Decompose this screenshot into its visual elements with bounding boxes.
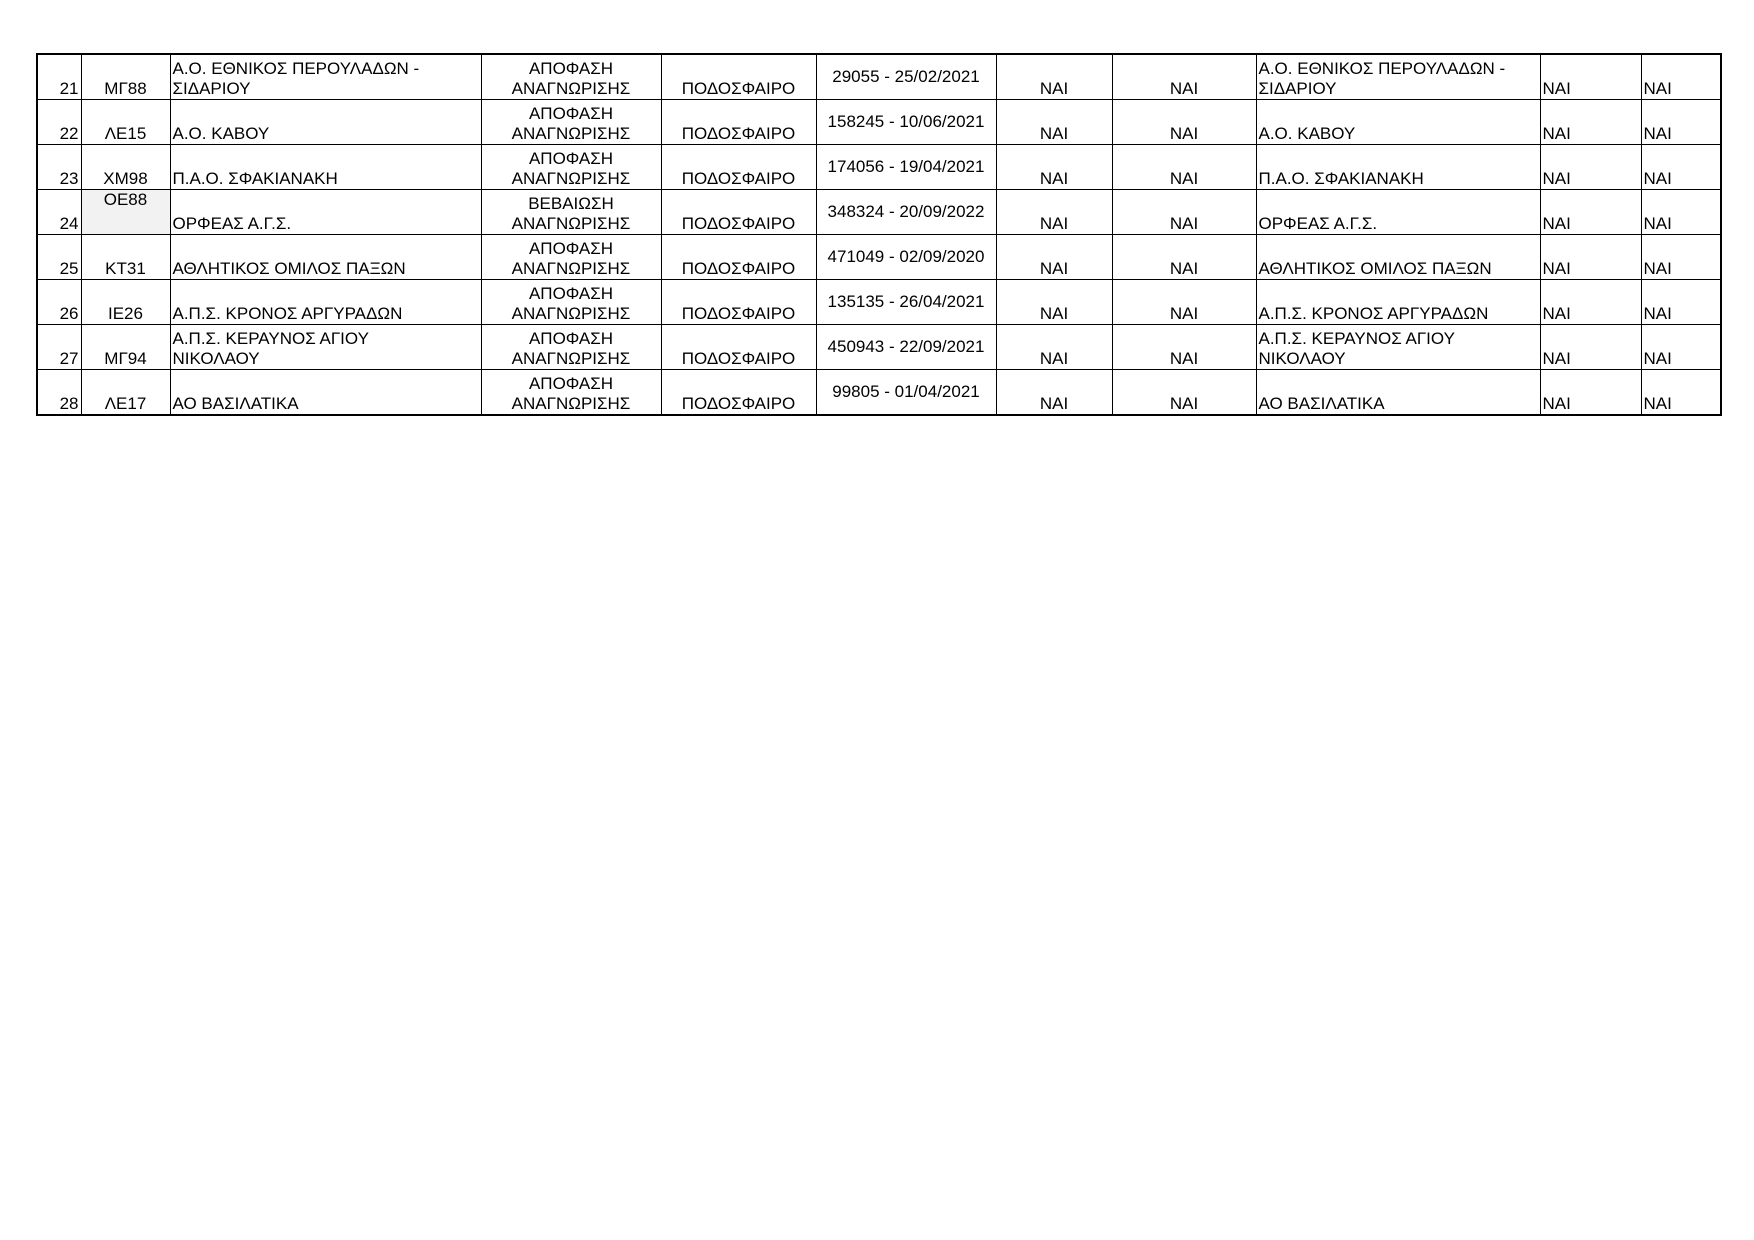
club-name-repeat-line-2: ΑΘΛΗΤΙΚΟΣ ΟΜΙΛΟΣ ΠΑΞΩΝ bbox=[1258, 259, 1492, 278]
document-type bbox=[481, 235, 661, 280]
document-type-line-2: ΑΝΑΓΝΩΡΙΣΗΣ bbox=[511, 259, 631, 278]
yes-flag-4: ΝΑΙ bbox=[1641, 280, 1721, 325]
protocol-number-date: 450943 - 22/09/2021 bbox=[816, 325, 996, 370]
club-name-repeat bbox=[1256, 370, 1540, 416]
document-type-line-2: ΑΝΑΓΝΩΡΙΣΗΣ bbox=[511, 214, 631, 233]
club-name-line-2: Α.Ο. ΚΑΒΟΥ bbox=[172, 124, 270, 143]
club-name-line-1: Α.Ο. ΕΘΝΙΚΟΣ ΠΕΡΟΥΛΑΔΩΝ - bbox=[172, 59, 420, 78]
club-name-repeat bbox=[1256, 280, 1540, 325]
row-number: 25 bbox=[37, 235, 81, 280]
yes-flag-4: ΝΑΙ bbox=[1641, 100, 1721, 145]
sport: ΠΟΔΟΣΦΑΙΡΟ bbox=[661, 145, 816, 190]
sport: ΠΟΔΟΣΦΑΙΡΟ bbox=[661, 100, 816, 145]
row-number: 24 bbox=[37, 190, 81, 235]
document-type bbox=[481, 100, 661, 145]
table-body bbox=[37, 54, 1721, 415]
club-name-repeat bbox=[1256, 145, 1540, 190]
document-type-line-2: ΑΝΑΓΝΩΡΙΣΗΣ bbox=[511, 304, 631, 323]
table-row bbox=[37, 145, 1721, 190]
sport: ΠΟΔΟΣΦΑΙΡΟ bbox=[661, 280, 816, 325]
table-row bbox=[37, 370, 1721, 416]
club-code-text: ΚΤ31 bbox=[105, 259, 146, 278]
club-name-repeat-line-2: ΣΙΔΑΡΙΟΥ bbox=[1258, 79, 1337, 98]
document-type bbox=[481, 54, 661, 100]
club-name-repeat-line-2: Α.Π.Σ. ΚΡΟΝΟΣ ΑΡΓΥΡΑΔΩΝ bbox=[1258, 304, 1489, 323]
yes-flag-4: ΝΑΙ bbox=[1641, 370, 1721, 416]
club-name-repeat-line-1: Α.Π.Σ. ΚΕΡΑΥΝΟΣ ΑΓΙΟΥ bbox=[1258, 329, 1455, 348]
club-name bbox=[170, 54, 481, 100]
club-code bbox=[81, 145, 170, 190]
club-code-text: ΟΕ88 bbox=[103, 190, 148, 209]
table-row bbox=[37, 325, 1721, 370]
document-type bbox=[481, 325, 661, 370]
row-number: 23 bbox=[37, 145, 81, 190]
club-code-text: ΜΓ88 bbox=[104, 79, 147, 98]
protocol-number-date: 471049 - 02/09/2020 bbox=[816, 235, 996, 280]
protocol-number-date: 29055 - 25/02/2021 bbox=[816, 54, 996, 100]
club-name-line-2: Α.Π.Σ. ΚΡΟΝΟΣ ΑΡΓΥΡΑΔΩΝ bbox=[172, 304, 403, 323]
row-number: 26 bbox=[37, 280, 81, 325]
club-name bbox=[170, 235, 481, 280]
yes-flag-3: ΝΑΙ bbox=[1540, 100, 1641, 145]
club-name-line-2: ΟΡΦΕΑΣ Α.Γ.Σ. bbox=[172, 214, 292, 233]
document-type-line-1: ΒΕΒΑΙΩΣΗ bbox=[528, 194, 614, 213]
registry-table bbox=[36, 53, 1722, 416]
club-name-repeat bbox=[1256, 190, 1540, 235]
club-name bbox=[170, 370, 481, 416]
club-name-line-2: ΝΙΚΟΛΑΟΥ bbox=[172, 349, 260, 368]
club-name-repeat-line-2: ΝΙΚΟΛΑΟΥ bbox=[1258, 349, 1346, 368]
club-name-line-2: ΑΟ ΒΑΣΙΛΑΤΙΚΑ bbox=[172, 394, 299, 413]
club-name-repeat bbox=[1256, 100, 1540, 145]
yes-flag-3: ΝΑΙ bbox=[1540, 235, 1641, 280]
yes-flag-2: ΝΑΙ bbox=[1112, 54, 1256, 100]
yes-flag-3: ΝΑΙ bbox=[1540, 280, 1641, 325]
sport: ΠΟΔΟΣΦΑΙΡΟ bbox=[661, 235, 816, 280]
yes-flag-2: ΝΑΙ bbox=[1112, 235, 1256, 280]
document-type-line-1: ΑΠΟΦΑΣΗ bbox=[528, 104, 614, 123]
yes-flag-3: ΝΑΙ bbox=[1540, 325, 1641, 370]
yes-flag-2: ΝΑΙ bbox=[1112, 325, 1256, 370]
sport: ΠΟΔΟΣΦΑΙΡΟ bbox=[661, 370, 816, 416]
document-type bbox=[481, 370, 661, 416]
sport: ΠΟΔΟΣΦΑΙΡΟ bbox=[661, 325, 816, 370]
document-type bbox=[481, 280, 661, 325]
club-name-line-2: Π.Α.Ο. ΣΦΑΚΙΑΝΑΚΗ bbox=[172, 169, 338, 188]
table-row bbox=[37, 100, 1721, 145]
yes-flag-2: ΝΑΙ bbox=[1112, 370, 1256, 416]
yes-flag-1: ΝΑΙ bbox=[996, 280, 1112, 325]
yes-flag-4: ΝΑΙ bbox=[1641, 190, 1721, 235]
table-row bbox=[37, 235, 1721, 280]
club-code bbox=[81, 235, 170, 280]
club-name-repeat-line-2: ΟΡΦΕΑΣ Α.Γ.Σ. bbox=[1258, 214, 1378, 233]
club-name-repeat bbox=[1256, 325, 1540, 370]
document-type-line-1: ΑΠΟΦΑΣΗ bbox=[528, 239, 614, 258]
yes-flag-1: ΝΑΙ bbox=[996, 370, 1112, 416]
sport: ΠΟΔΟΣΦΑΙΡΟ bbox=[661, 54, 816, 100]
document-type-line-1: ΑΠΟΦΑΣΗ bbox=[528, 374, 614, 393]
document-type-line-2: ΑΝΑΓΝΩΡΙΣΗΣ bbox=[511, 394, 631, 413]
document-type-line-1: ΑΠΟΦΑΣΗ bbox=[528, 329, 614, 348]
club-code bbox=[81, 370, 170, 416]
document-type bbox=[481, 190, 661, 235]
sport: ΠΟΔΟΣΦΑΙΡΟ bbox=[661, 190, 816, 235]
club-name bbox=[170, 190, 481, 235]
club-name-repeat-line-2: Π.Α.Ο. ΣΦΑΚΙΑΝΑΚΗ bbox=[1258, 169, 1424, 188]
row-number: 28 bbox=[37, 370, 81, 416]
club-name bbox=[170, 280, 481, 325]
club-name-line-2: ΑΘΛΗΤΙΚΟΣ ΟΜΙΛΟΣ ΠΑΞΩΝ bbox=[172, 259, 406, 278]
yes-flag-4: ΝΑΙ bbox=[1641, 54, 1721, 100]
document-type bbox=[481, 145, 661, 190]
club-name-repeat-line-2: ΑΟ ΒΑΣΙΛΑΤΙΚΑ bbox=[1258, 394, 1385, 413]
club-code-text: ΛΕ17 bbox=[104, 394, 147, 413]
club-code bbox=[81, 190, 170, 235]
club-code-text: ΙΕ26 bbox=[108, 304, 143, 323]
club-code-text: ΜΓ94 bbox=[104, 349, 147, 368]
protocol-number-date: 348324 - 20/09/2022 bbox=[816, 190, 996, 235]
yes-flag-2: ΝΑΙ bbox=[1112, 100, 1256, 145]
yes-flag-1: ΝΑΙ bbox=[996, 100, 1112, 145]
club-code-text: ΛΕ15 bbox=[104, 124, 147, 143]
yes-flag-3: ΝΑΙ bbox=[1540, 54, 1641, 100]
yes-flag-1: ΝΑΙ bbox=[996, 235, 1112, 280]
club-name-repeat bbox=[1256, 235, 1540, 280]
protocol-number-date: 158245 - 10/06/2021 bbox=[816, 100, 996, 145]
club-name bbox=[170, 325, 481, 370]
yes-flag-2: ΝΑΙ bbox=[1112, 280, 1256, 325]
yes-flag-4: ΝΑΙ bbox=[1641, 145, 1721, 190]
yes-flag-1: ΝΑΙ bbox=[996, 190, 1112, 235]
yes-flag-2: ΝΑΙ bbox=[1112, 190, 1256, 235]
protocol-number-date: 174056 - 19/04/2021 bbox=[816, 145, 996, 190]
document-type-line-1: ΑΠΟΦΑΣΗ bbox=[528, 59, 614, 78]
club-code bbox=[81, 280, 170, 325]
document-type-line-2: ΑΝΑΓΝΩΡΙΣΗΣ bbox=[511, 79, 631, 98]
club-code bbox=[81, 54, 170, 100]
yes-flag-2: ΝΑΙ bbox=[1112, 145, 1256, 190]
document-type-line-2: ΑΝΑΓΝΩΡΙΣΗΣ bbox=[511, 124, 631, 143]
club-code bbox=[81, 100, 170, 145]
yes-flag-4: ΝΑΙ bbox=[1641, 325, 1721, 370]
row-number: 22 bbox=[37, 100, 81, 145]
yes-flag-1: ΝΑΙ bbox=[996, 325, 1112, 370]
yes-flag-1: ΝΑΙ bbox=[996, 54, 1112, 100]
yes-flag-3: ΝΑΙ bbox=[1540, 370, 1641, 416]
club-name-line-2: ΣΙΔΑΡΙΟΥ bbox=[172, 79, 251, 98]
yes-flag-1: ΝΑΙ bbox=[996, 145, 1112, 190]
yes-flag-3: ΝΑΙ bbox=[1540, 145, 1641, 190]
club-name-line-1: Α.Π.Σ. ΚΕΡΑΥΝΟΣ ΑΓΙΟΥ bbox=[172, 329, 369, 348]
table-row bbox=[37, 190, 1721, 235]
club-name bbox=[170, 100, 481, 145]
club-name-repeat bbox=[1256, 54, 1540, 100]
row-number: 27 bbox=[37, 325, 81, 370]
yes-flag-3: ΝΑΙ bbox=[1540, 190, 1641, 235]
club-name-repeat-line-1: Α.Ο. ΕΘΝΙΚΟΣ ΠΕΡΟΥΛΑΔΩΝ - bbox=[1258, 59, 1506, 78]
club-name bbox=[170, 145, 481, 190]
club-code-text: ΧΜ98 bbox=[103, 169, 148, 188]
document-type-line-2: ΑΝΑΓΝΩΡΙΣΗΣ bbox=[511, 169, 631, 188]
protocol-number-date: 99805 - 01/04/2021 bbox=[816, 370, 996, 416]
document-type-line-1: ΑΠΟΦΑΣΗ bbox=[528, 284, 614, 303]
table-row bbox=[37, 280, 1721, 325]
row-number: 21 bbox=[37, 54, 81, 100]
document-type-line-2: ΑΝΑΓΝΩΡΙΣΗΣ bbox=[511, 349, 631, 368]
yes-flag-4: ΝΑΙ bbox=[1641, 235, 1721, 280]
document-type-line-1: ΑΠΟΦΑΣΗ bbox=[528, 149, 614, 168]
table-row bbox=[37, 54, 1721, 100]
protocol-number-date: 135135 - 26/04/2021 bbox=[816, 280, 996, 325]
club-code bbox=[81, 325, 170, 370]
club-name-repeat-line-2: Α.Ο. ΚΑΒΟΥ bbox=[1258, 124, 1356, 143]
